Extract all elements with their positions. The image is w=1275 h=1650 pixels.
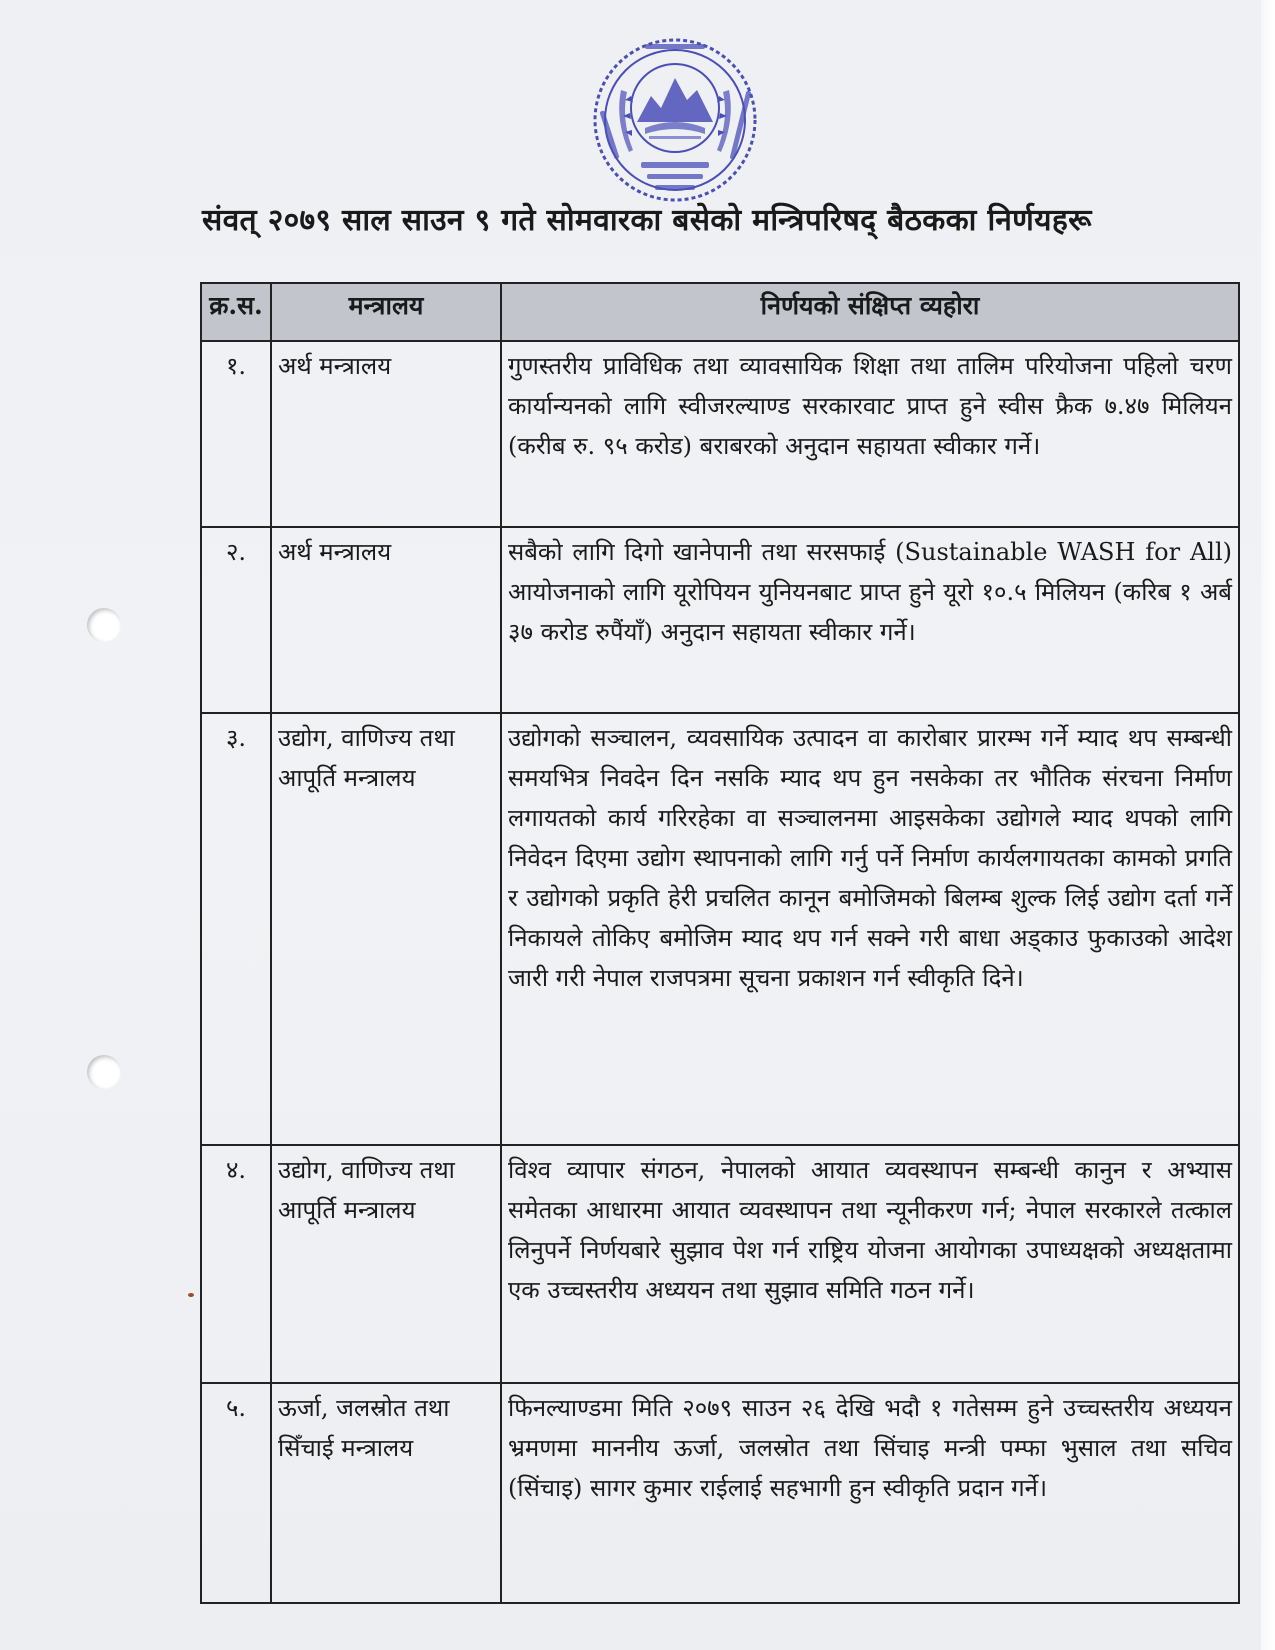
row-ministry: अर्थ मन्त्रालय: [271, 527, 501, 713]
row-serial-number: २.: [201, 527, 271, 713]
row-ministry: उद्योग, वाणिज्य तथा आपूर्ति मन्त्रालय: [271, 1145, 501, 1383]
row-decision: गुणस्तरीय प्राविधिक तथा व्यावसायिक शिक्षा तथा तालिम परियोजना पहिलो चरण कार्यान्यनको लागि स्वीजरल्याण्ड सरकारवाट प्राप्त हुने स्वीस फ्रैक ७.४७ मिलियन (करीब रु. ९५ करोड) बराबरको अनुदान सहायता स्वीकार गर्ने।: [501, 341, 1239, 527]
header-ministry: मन्त्रालय: [271, 283, 501, 341]
table-row: [201, 1145, 1239, 1383]
row-decision: सबैको लागि दिगो खानेपानी तथा सरसफाई (Sustainable WASH for All) आयोजनाको लागि यूरोपियन युनियनबाट प्राप्त हुने यूरो १०.५ मिलियन (करिब १ अर्ब ३७ करोड रुपैंयाँ) अनुदान सहायता स्वीकार गर्ने।: [501, 527, 1239, 713]
table-row: [201, 1383, 1239, 1603]
header-serial-number: क्र.स.: [201, 283, 271, 341]
row-serial-number: ५.: [201, 1383, 271, 1603]
punch-hole-top: [87, 608, 121, 642]
row-decision: उद्योगको सञ्चालन, व्यवसायिक उत्पादन वा कारोबार प्रारम्भ गर्ने म्याद थप सम्बन्धी समयभित्र निवदेन दिन नसकि म्याद थप हुन नसकेका तर भौतिक संरचना निर्माण लगायतको कार्य गरिरहेका वा सञ्चालनमा आइसकेका उद्योगले म्याद थपको लागि निवेदन दिएमा उद्योग स्थापनाको लागि गर्नु पर्ने निर्माण कार्यलगायतका कामको प्रगति र उद्योगको प्रकृति हेरी प्रचलित कानून बमोजिमको बिलम्ब शुल्क लिई उद्योग दर्ता गर्ने निकायले तोकिए बमोजिम म्याद थप गर्न सक्ने गरी बाधा अड्काउ फुकाउको आदेश जारी गरी नेपाल राजपत्रमा सूचना प्रकाशन गर्न स्वीकृति दिने।: [501, 713, 1239, 1145]
row-serial-number: ३.: [201, 713, 271, 1145]
header-decision-summary: निर्णयको संक्षिप्त व्यहोरा: [501, 283, 1239, 341]
row-ministry: अर्थ मन्त्रालय: [271, 341, 501, 527]
row-decision: विश्व व्यापार संगठन, नेपालको आयात व्यवस्थापन सम्बन्धी कानुन र अभ्यास समेतका आधारमा आयात व्यवस्थापन तथा न्यूनीकरण गर्न; नेपाल सरकारले तत्काल लिनुपर्ने निर्णयबारे सुझाव पेश गर्न राष्ट्रिय योजना आयोगका उपाध्यक्षको अध्यक्षतामा एक उच्चस्तरीय अध्ययन तथा सुझाव समिति गठन गर्ने।: [501, 1145, 1239, 1383]
page-title: संवत् २०७९ साल साउन ९ गते सोमवारका बसेको मन्त्रिपरिषद् बैठकका निर्णयहरू: [202, 203, 1092, 238]
row-ministry: उद्योग, वाणिज्य तथा आपूर्ति मन्त्रालय: [271, 713, 501, 1145]
government-seal: [585, 30, 765, 210]
decisions-table: [200, 282, 1240, 1604]
punch-hole-bottom: [87, 1055, 121, 1089]
ink-speck: [188, 1293, 194, 1297]
table-row: [201, 341, 1239, 527]
row-ministry: ऊर्जा, जलस्रोत तथा सिँचाई मन्त्रालय: [271, 1383, 501, 1603]
page-edge: [1261, 0, 1275, 1650]
row-serial-number: १.: [201, 341, 271, 527]
table-row: [201, 527, 1239, 713]
row-decision: फिनल्याण्डमा मिति २०७९ साउन २६ देखि भदौ १ गतेसम्म हुने उच्चस्तरीय अध्ययन भ्रमणमा माननीय ऊर्जा, जलस्रोत तथा सिंचाइ मन्त्री पम्फा भुसाल तथा सचिव (सिंचाइ) सागर कुमार राईलाई सहभागी हुन स्वीकृति प्रदान गर्ने।: [501, 1383, 1239, 1603]
row-serial-number: ४.: [201, 1145, 271, 1383]
table-row: [201, 713, 1239, 1145]
table-header-row: [201, 283, 1239, 341]
